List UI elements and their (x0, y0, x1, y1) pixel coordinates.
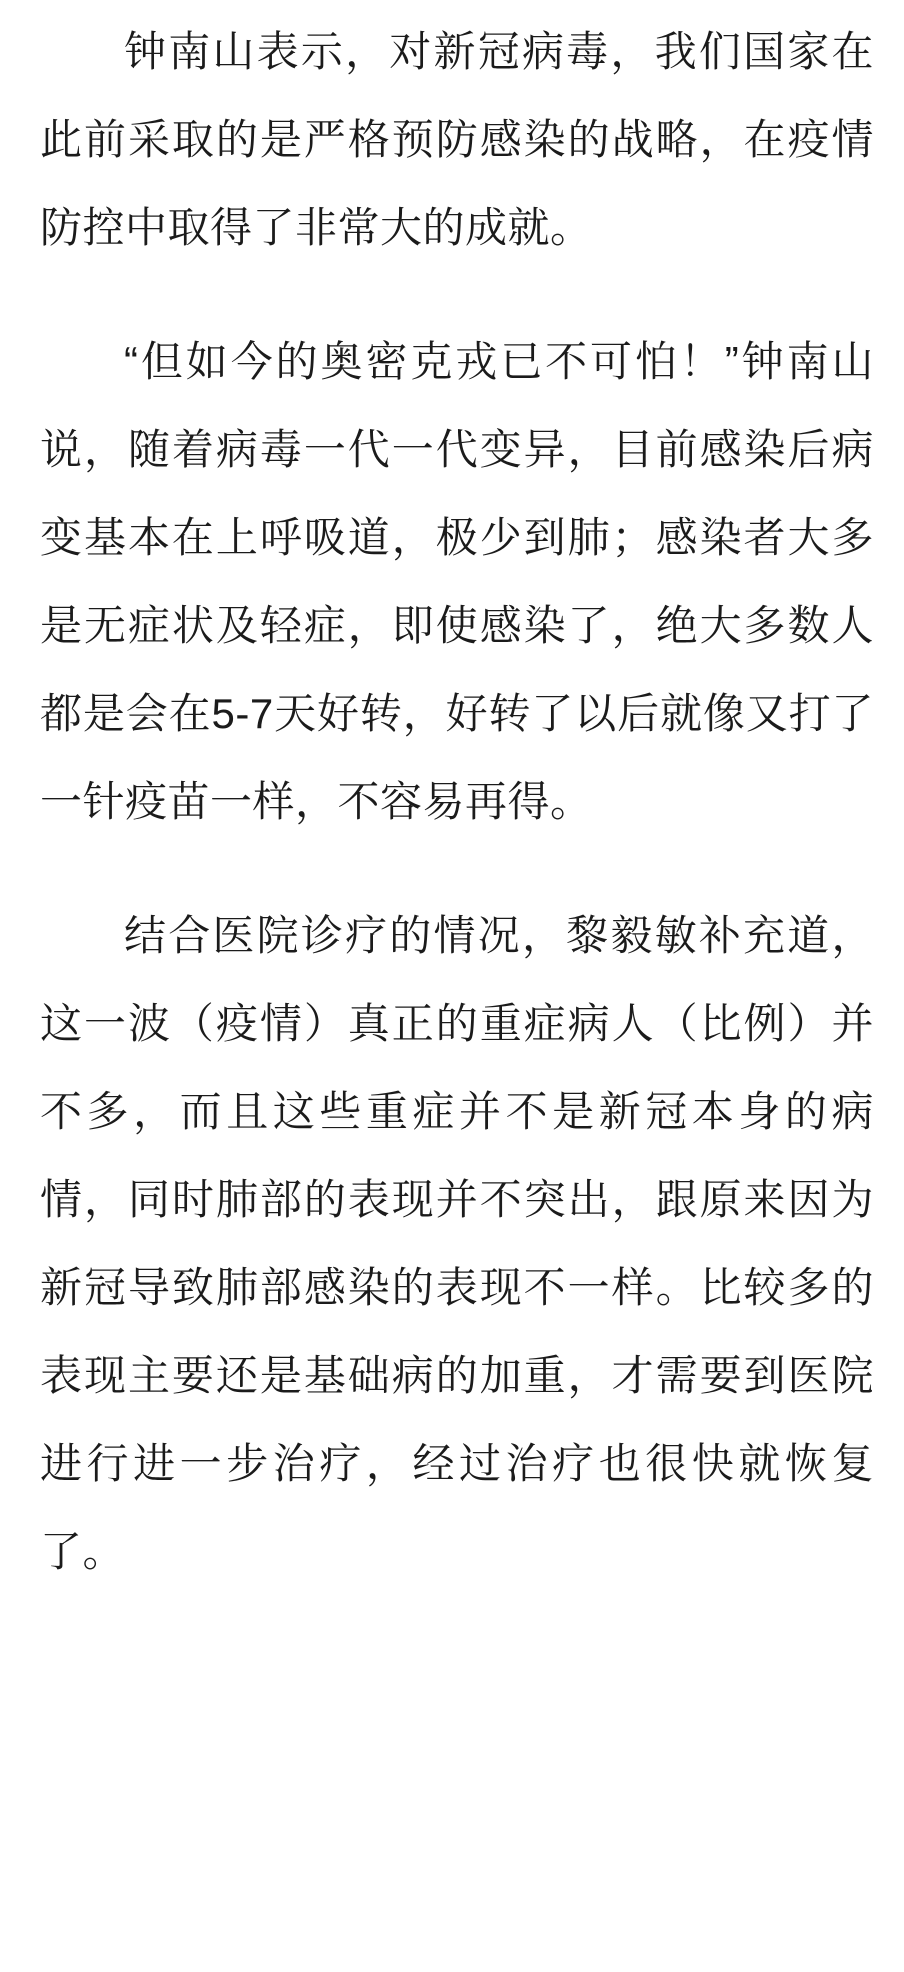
article-paragraph-3: 结合医院诊疗的情况，黎毅敏补充道，这一波（疫情）真正的重症病人（比例）并不多，而且这些重症并不是新冠本身的病情，同时肺部的表现并不突出，跟原来因为新冠导致肺部感染的表现不一样。比较多的表现主要还是基础病的加重，才需要到医院进行进一步治疗，经过治疗也很快就恢复了。 (40, 912, 874, 1575)
top-spacer (0, 0, 904, 8)
article-paragraph-1: 钟南山表示，对新冠病毒，我们国家在此前采取的是严格预防感染的战略，在疫情防控中取得了非常大的成就。 (40, 28, 874, 251)
article-body (0, 8, 904, 1596)
article-paragraph-2: “但如今的奥密克戎已不可怕！”钟南山说，随着病毒一代一代变异，目前感染后病变基本在上呼吸道，极少到肺；感染者大多是无症状及轻症，即使感染了，绝大多数人都是会在5-7天好转，好转了以后就像又打了一针疫苗一样，不容易再得。 (40, 338, 874, 825)
